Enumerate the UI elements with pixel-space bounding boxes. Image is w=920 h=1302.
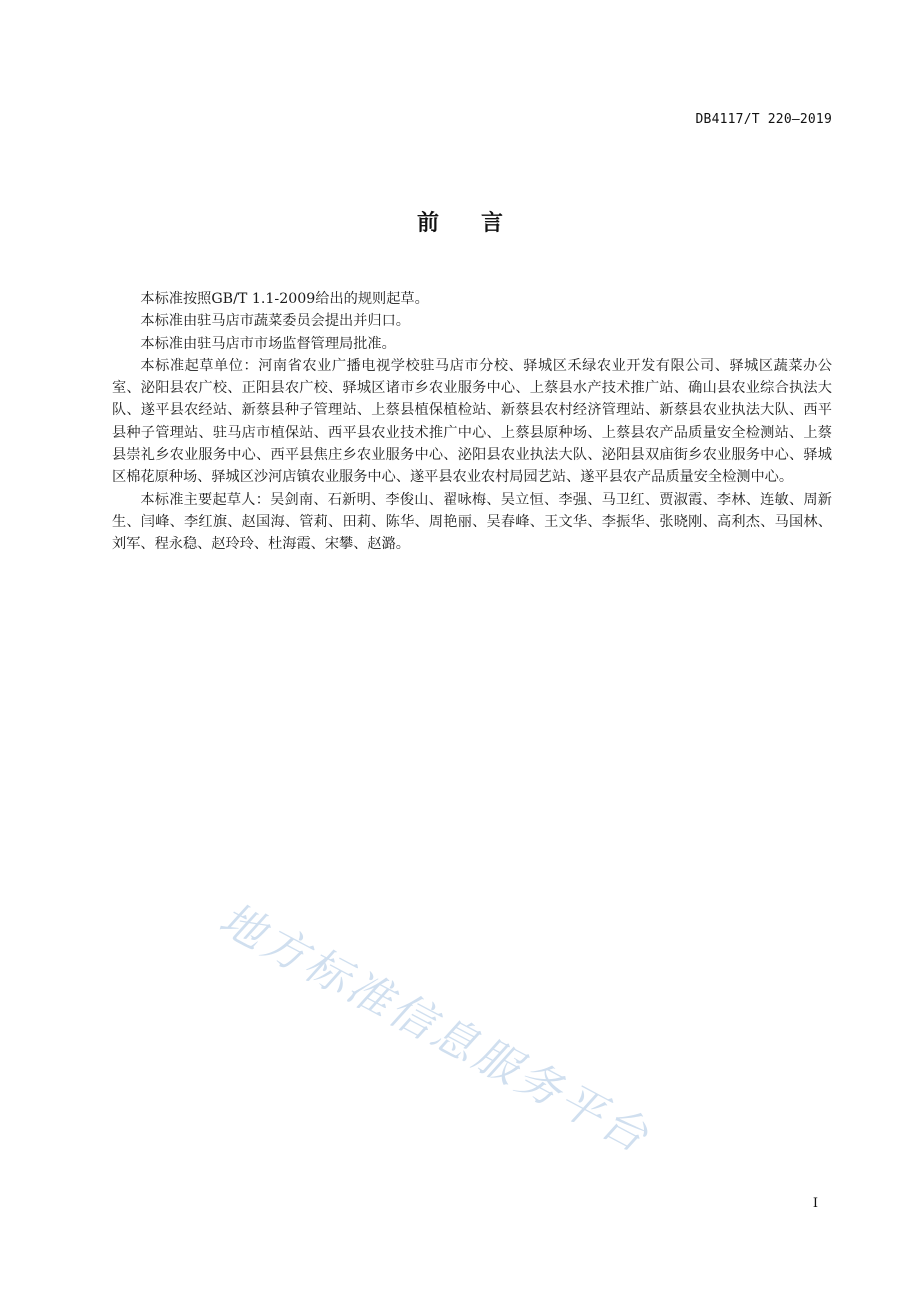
paragraph-drafting-units: 本标准起草单位：河南省农业广播电视学校驻马店市分校、驿城区禾绿农业开发有限公司、驿城区蔬菜办公室、泌阳县农广校、正阳县农广校、驿城区诸市乡农业服务中心、上蔡县水产技术推广站、确山县农业综合执法大队、遂平县农经站、新蔡县种子管理站、上蔡县植保植检站、新蔡县农村经济管理站、新蔡县农业执法大队、西平县种子管理站、驻马店市植保站、西平县农业技术推广中心、上蔡县原种场、上蔡县农产品质量安全检测站、上蔡县崇礼乡农业服务中心、西平县焦庄乡农业服务中心、泌阳县农业执法大队、泌阳县双庙街乡农业服务中心、驿城区棉花原种场、驿城区沙河店镇农业服务中心、遂平县农业农村局园艺站、遂平县农产品质量安全检测中心。 xyxy=(112,357,832,486)
page-number: I xyxy=(812,1196,818,1211)
document-code: DB4117/T 220—2019 xyxy=(695,112,832,127)
paragraph-drafting-rules: 本标准按照GB/T 1.1-2009给出的规则起草。 xyxy=(140,291,429,307)
watermark: 地方标准信息服务平台 xyxy=(210,893,659,1164)
preface-body xyxy=(112,288,832,556)
paragraph-drafters: 本标准主要起草人：吴剑南、石新明、李俊山、翟咏梅、吴立恒、李强、马卫红、贾淑霞、李林、连敏、周新生、闫峰、李红旗、赵国海、管莉、田莉、陈华、周艳丽、吴春峰、王文华、李振华、张晓刚、高利杰、马国林、刘军、程永稳、赵玲玲、杜海霞、宋攀、赵潞。 xyxy=(112,491,832,553)
paragraph-approver: 本标准由驻马店市市场监督管理局批准。 xyxy=(140,335,396,352)
paragraph-proposer: 本标准由驻马店市蔬菜委员会提出并归口。 xyxy=(140,313,410,330)
page-title: 前言 xyxy=(416,211,545,236)
